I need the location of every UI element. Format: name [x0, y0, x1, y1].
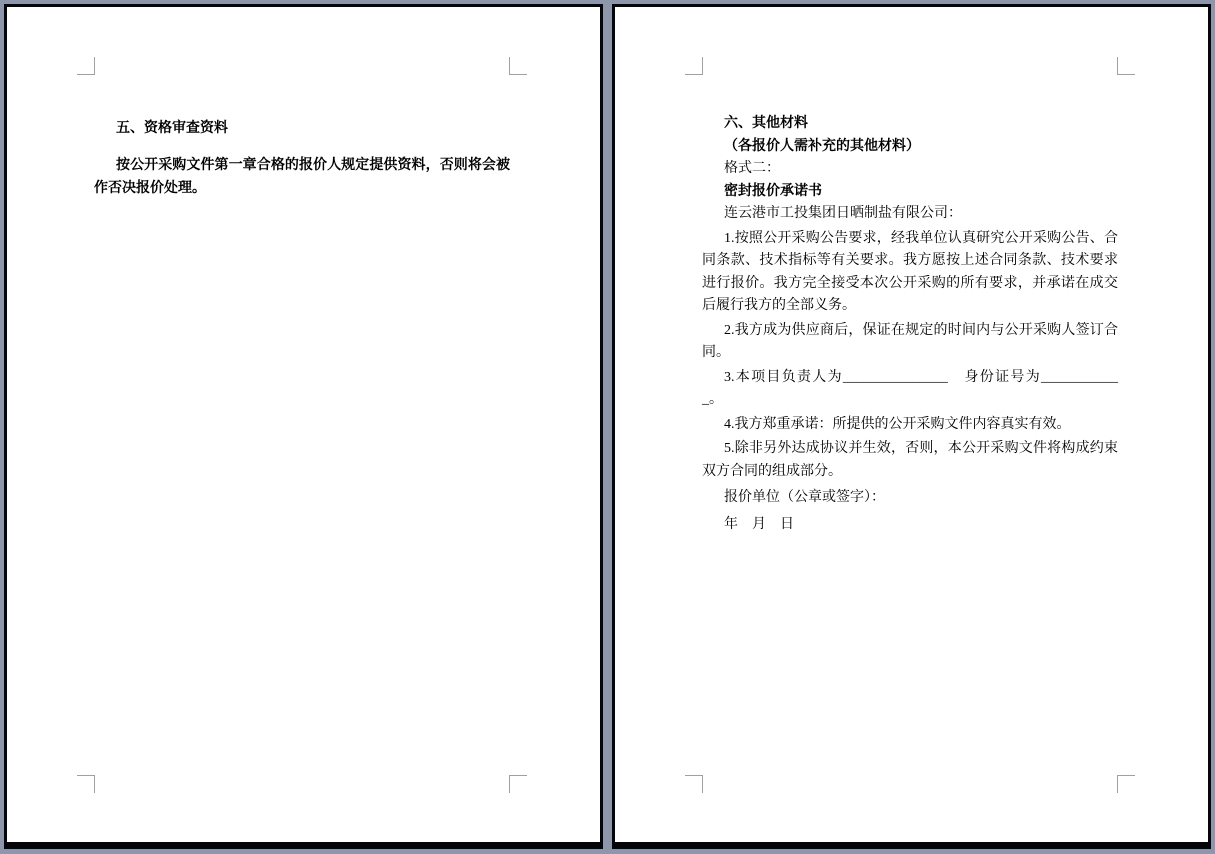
margin-crop-mark-top-left [77, 57, 95, 75]
commitment-item-5: 5.除非另外达成协议并生效，否则，本公开采购文件将构成约束双方合同的组成部分。 [702, 441, 1118, 479]
page-2-text-area [702, 75, 1118, 536]
commitment-item-2: 2.我方成为供应商后，保证在规定的时间内与公开采购人签订合同。 [702, 322, 1118, 360]
letter-salutation: 连云港市工投集团日晒制盐有限公司： [724, 206, 962, 221]
margin-crop-mark-top-right [1117, 57, 1135, 75]
section-heading-other-materials: 六、其他材料 [724, 116, 808, 131]
letter-title-sealed-quote-commitment: 密封报价承诺书 [724, 183, 822, 199]
margin-crop-mark-top-left [685, 57, 703, 75]
margin-crop-mark-bottom-left [77, 775, 95, 793]
commitment-item-4: 4.我方郑重承诺：所提供的公开采购文件内容真实有效。 [724, 416, 1071, 432]
margin-crop-mark-bottom-right [509, 775, 527, 793]
document-page-1[interactable] [4, 4, 603, 849]
section-subheading: （各报价人需补充的其他材料） [724, 138, 920, 154]
section-heading-qualification: 五、资格审查资料 [116, 121, 228, 136]
signature-line: 报价单位（公章或签字）： [724, 490, 885, 505]
date-line: 年 月 日 [724, 516, 794, 532]
commitment-item-1: 1.按照公开采购公告要求，经我单位认真研究公开采购公告、合同条款、技术指标等有关要求。我方愿按上述合同条款、技术要求进行报价。我方完全接受本次公开采购的所有要求，并承诺在成交后履行我方的全部义务。 [702, 230, 1118, 313]
margin-crop-mark-bottom-left [685, 775, 703, 793]
commitment-item-3: 3.本项目负责人为_______________ 身份证号为____________。 [702, 369, 1118, 407]
document-page-2[interactable] [612, 4, 1211, 849]
qualification-body-paragraph: 按公开采购文件第一章合格的报价人规定提供资料，否则将会被作否决报价处理。 [94, 158, 510, 196]
page-1-text-area [94, 75, 510, 200]
margin-crop-mark-bottom-right [1117, 775, 1135, 793]
margin-crop-mark-top-right [509, 57, 527, 75]
format-label: 格式二： [724, 161, 780, 176]
